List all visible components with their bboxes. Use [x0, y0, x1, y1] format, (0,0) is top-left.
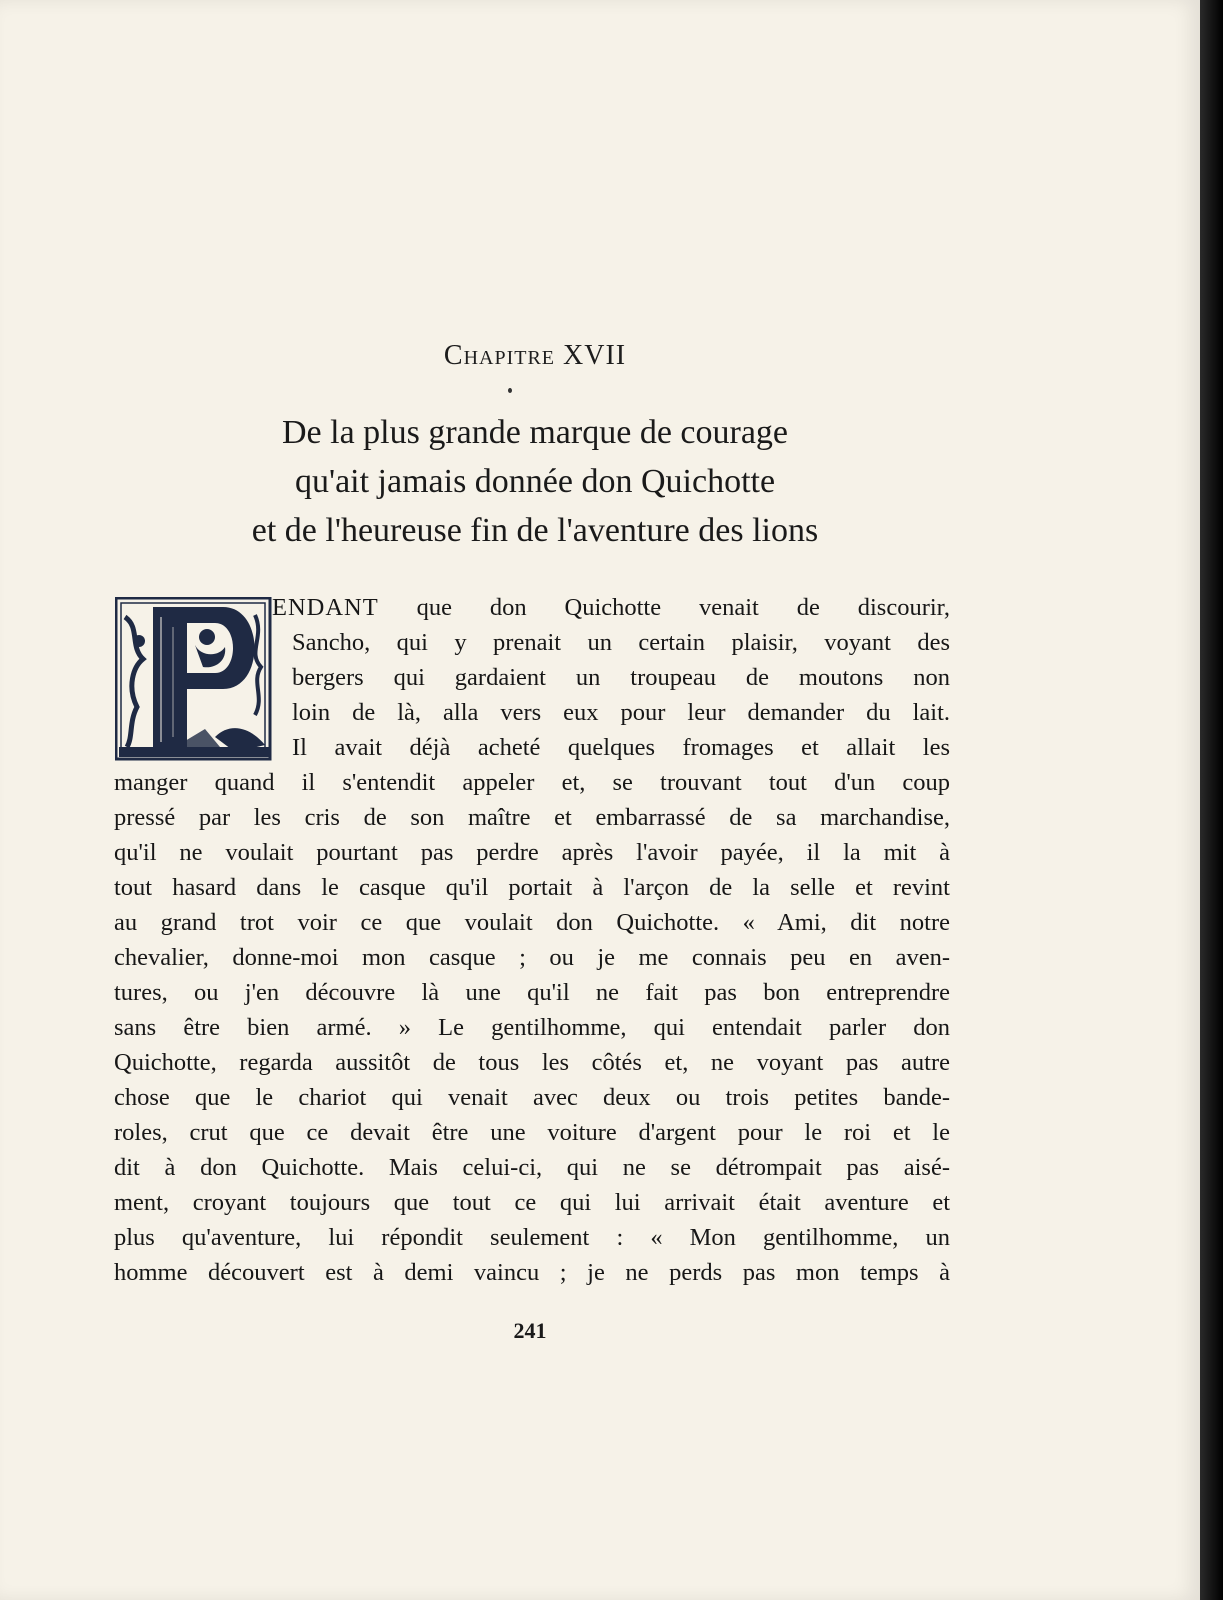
text-line: [272, 590, 950, 626]
text-line: loin de là, alla vers eux pour leur demander du lait.: [292, 699, 950, 726]
chapter-title-line: et de l'heureuse fin de l'aventure des lions: [251, 512, 819, 549]
text-line: roles, crut que ce devait être une voiture d'argent pour le roi et le: [114, 1119, 950, 1146]
illuminated-initial-p-icon: [115, 597, 273, 762]
chapter-title: [120, 408, 950, 555]
text-line: tout hasard dans le casque qu'il portait à l'arçon de la selle et revint: [114, 874, 950, 901]
lead-word: ENDANT: [272, 594, 379, 621]
text-line: pressé par les cris de son maître et embarrassé de sa marchandise,: [114, 804, 950, 831]
text-line: chevalier, donne-moi mon casque ; ou je me connais peu en aven-: [114, 944, 950, 971]
text-line: ment, croyant toujours que tout ce qui lui arrivait était aventure et: [114, 1189, 950, 1216]
text-line: bergers qui gardaient un troupeau de moutons non: [292, 664, 950, 691]
text-line: qu'il ne voulait pourtant pas perdre après l'avoir payée, il la mit à: [114, 839, 950, 866]
chapter-label: Chapitre XVII: [443, 340, 627, 371]
chapter-title-line: De la plus grande marque de courage: [282, 414, 788, 451]
text-line: dit à don Quichotte. Mais celui-ci, qui ne se détrompait pas aisé-: [114, 1154, 950, 1181]
text-line: Quichotte, regarda aussitôt de tous les côtés et, ne voyant pas autre: [114, 1049, 950, 1076]
text-line: plus qu'aventure, lui répondit seulement : « Mon gentilhomme, un: [114, 1224, 950, 1251]
text-line: tures, ou j'en découvre là une qu'il ne fait pas bon entreprendre: [114, 979, 950, 1006]
text-line: sans être bien armé. » Le gentilhomme, qui entendait parler don: [114, 1014, 950, 1041]
text-line: manger quand il s'entendit appeler et, se trouvant tout d'un coup: [114, 769, 950, 796]
page-edge: [1200, 0, 1223, 1600]
text-line: homme découvert est à demi vaincu ; je ne perds pas mon temps à: [114, 1259, 950, 1286]
text-line: chose que le chariot qui venait avec deux ou trois petites bande-: [114, 1084, 950, 1111]
chapter-title-line: qu'ait jamais donnée don Quichotte: [294, 463, 776, 500]
text-line: Il avait déjà acheté quelques fromages et allait les: [292, 734, 950, 761]
ink-speck: [508, 388, 512, 393]
page-number: 241: [513, 1318, 547, 1343]
text-line-rest: que don Quichotte venait de discourir,: [378, 594, 950, 621]
text-line: au grand trot voir ce que voulait don Quichotte. « Ami, dit notre: [114, 909, 950, 936]
text-line: Sancho, qui y prenait un certain plaisir, voyant des: [292, 629, 950, 656]
